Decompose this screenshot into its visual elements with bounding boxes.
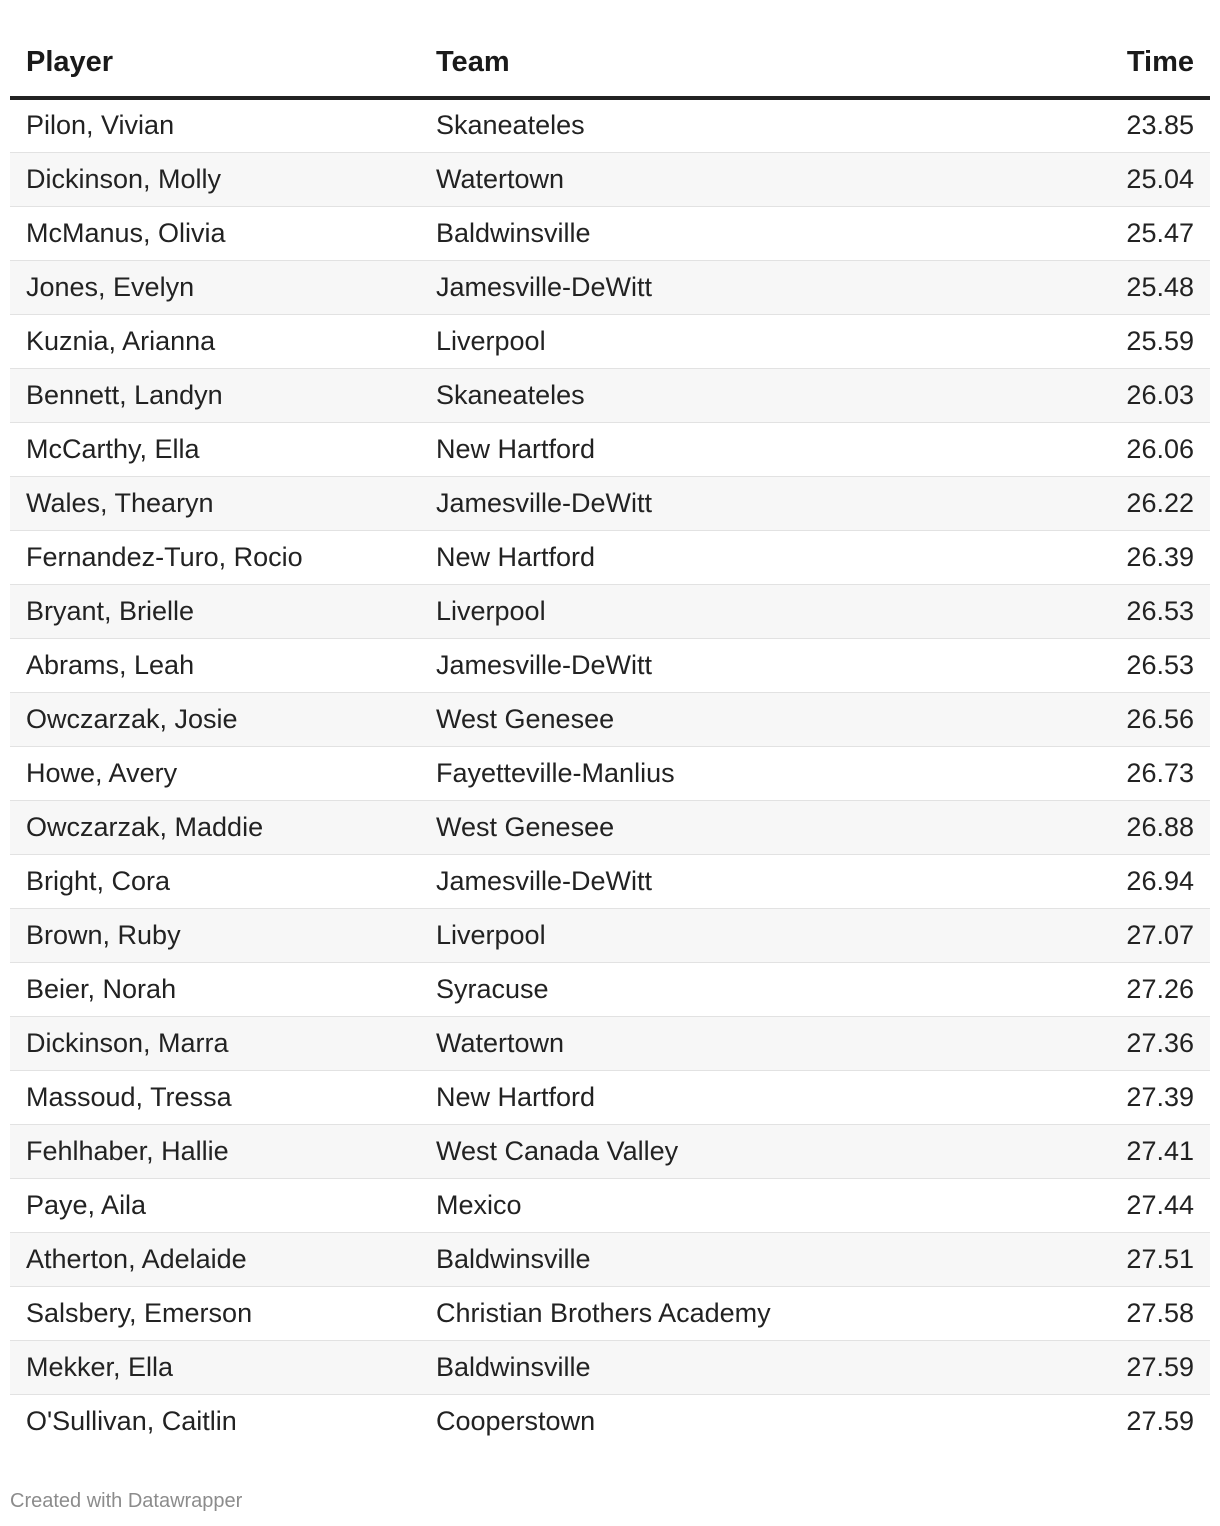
team-cell: Cooperstown (436, 1405, 596, 1436)
player-cell: Howe, Avery (10, 746, 420, 800)
team-cell: Baldwinsville (420, 1232, 1040, 1286)
table-row (10, 368, 1210, 422)
time-cell: 25.04 (1040, 152, 1210, 206)
player-cell: Fehlhaber, Hallie (10, 1124, 420, 1178)
table-row (10, 314, 1210, 368)
team-cell: Jamesville-DeWitt (420, 260, 1040, 314)
team-cell: Baldwinsville (420, 206, 1040, 260)
time-cell: 26.56 (1040, 692, 1210, 746)
team-cell: Watertown (420, 1016, 1040, 1070)
team-cell: New Hartford (420, 422, 1040, 476)
time-cell: 26.94 (1040, 854, 1210, 908)
table-row (10, 746, 1210, 800)
time-cell: 26.03 (1040, 368, 1210, 422)
player-cell: McCarthy, Ella (10, 422, 420, 476)
time-cell: 27.36 (1040, 1016, 1210, 1070)
column-header-team[interactable]: Team (420, 28, 1040, 98)
team-cell: West Genesee (420, 800, 1040, 854)
player-cell: Owczarzak, Josie (10, 692, 420, 746)
time-cell: 26.53 (1040, 638, 1210, 692)
table-row (10, 152, 1210, 206)
time-cell: 25.59 (1040, 314, 1210, 368)
time-cell: 25.48 (1040, 260, 1210, 314)
table-row (10, 1016, 1210, 1070)
team-cell: Syracuse (420, 962, 1040, 1016)
table-row (10, 692, 1210, 746)
team-cell: Skaneateles (420, 98, 1040, 152)
team-cell: Liverpool (420, 314, 1040, 368)
time-cell: 27.44 (1040, 1178, 1210, 1232)
table-header (10, 28, 1210, 98)
player-cell: Bright, Cora (10, 854, 420, 908)
table-row (10, 1178, 1210, 1232)
team-cell: Christian Brothers Academy (420, 1286, 1040, 1340)
table-row (10, 530, 1210, 584)
time-cell: 26.22 (1040, 476, 1210, 530)
table-row (10, 1124, 1210, 1178)
time-cell: 26.39 (1040, 530, 1210, 584)
team-cell: Watertown (420, 152, 1040, 206)
player-times-table (10, 28, 1210, 1448)
table-row (10, 638, 1210, 692)
team-cell: West Genesee (420, 692, 1040, 746)
player-cell: Wales, Thearyn (10, 476, 420, 530)
time-cell: 26.88 (1040, 800, 1210, 854)
time-cell: 27.39 (1040, 1070, 1210, 1124)
team-cell: Mexico (420, 1178, 1040, 1232)
data-table-container (10, 28, 1210, 1448)
team-cell: West Canada Valley (420, 1124, 1040, 1178)
time-cell: 27.26 (1040, 962, 1210, 1016)
player-cell: Dickinson, Marra (10, 1016, 420, 1070)
player-cell: McManus, Olivia (10, 206, 420, 260)
player-cell: Atherton, Adelaide (10, 1232, 420, 1286)
time-cell: 27.41 (1040, 1124, 1210, 1178)
team-cell: Jamesville-DeWitt (420, 638, 1040, 692)
table-row (10, 260, 1210, 314)
player-cell: Paye, Aila (10, 1178, 420, 1232)
table-row (10, 1340, 1210, 1394)
player-cell: O'Sullivan, Caitlin (26, 1405, 237, 1436)
team-cell: Baldwinsville (420, 1340, 1040, 1394)
time-cell: 27.59 (1126, 1405, 1194, 1436)
team-cell: Jamesville-DeWitt (420, 854, 1040, 908)
time-cell: 26.06 (1040, 422, 1210, 476)
time-cell: 25.47 (1040, 206, 1210, 260)
table-row (10, 1070, 1210, 1124)
table-row (10, 476, 1210, 530)
team-cell: Liverpool (420, 584, 1040, 638)
table-row (10, 98, 1210, 152)
team-cell: Fayetteville-Manlius (420, 746, 1040, 800)
player-cell: Abrams, Leah (10, 638, 420, 692)
team-cell: Liverpool (420, 908, 1040, 962)
player-cell: Bennett, Landyn (10, 368, 420, 422)
player-cell: Pilon, Vivian (10, 98, 420, 152)
table-row (10, 1232, 1210, 1286)
table-row (10, 800, 1210, 854)
column-header-player[interactable]: Player (10, 28, 420, 98)
time-cell: 23.85 (1040, 98, 1210, 152)
player-cell: Fernandez-Turo, Rocio (10, 530, 420, 584)
player-cell: Jones, Evelyn (10, 260, 420, 314)
table-body (10, 98, 1210, 1448)
column-header-time[interactable]: Time (1040, 28, 1210, 98)
table-row (10, 422, 1210, 476)
team-cell: New Hartford (420, 1070, 1040, 1124)
player-cell: Bryant, Brielle (10, 584, 420, 638)
table-row (10, 1394, 1210, 1448)
team-cell: New Hartford (420, 530, 1040, 584)
time-cell: 27.51 (1040, 1232, 1210, 1286)
time-cell: 27.07 (1040, 908, 1210, 962)
table-row (10, 1286, 1210, 1340)
time-cell: 26.53 (1040, 584, 1210, 638)
datawrapper-credit: Created with Datawrapper (10, 1490, 243, 1512)
time-cell: 27.58 (1040, 1286, 1210, 1340)
player-cell: Beier, Norah (10, 962, 420, 1016)
time-cell: 27.59 (1040, 1340, 1210, 1394)
player-cell: Salsbery, Emerson (10, 1286, 420, 1340)
table-row (10, 854, 1210, 908)
table-row (10, 908, 1210, 962)
player-cell: Mekker, Ella (10, 1340, 420, 1394)
player-cell: Owczarzak, Maddie (10, 800, 420, 854)
header-row (10, 28, 1210, 98)
player-cell: Dickinson, Molly (10, 152, 420, 206)
table-row (10, 206, 1210, 260)
team-cell: Skaneateles (420, 368, 1040, 422)
table-row (10, 584, 1210, 638)
team-cell: Jamesville-DeWitt (420, 476, 1040, 530)
player-cell: Massoud, Tressa (10, 1070, 420, 1124)
table-row (10, 962, 1210, 1016)
player-cell: Kuznia, Arianna (10, 314, 420, 368)
time-cell: 26.73 (1040, 746, 1210, 800)
player-cell: Brown, Ruby (10, 908, 420, 962)
